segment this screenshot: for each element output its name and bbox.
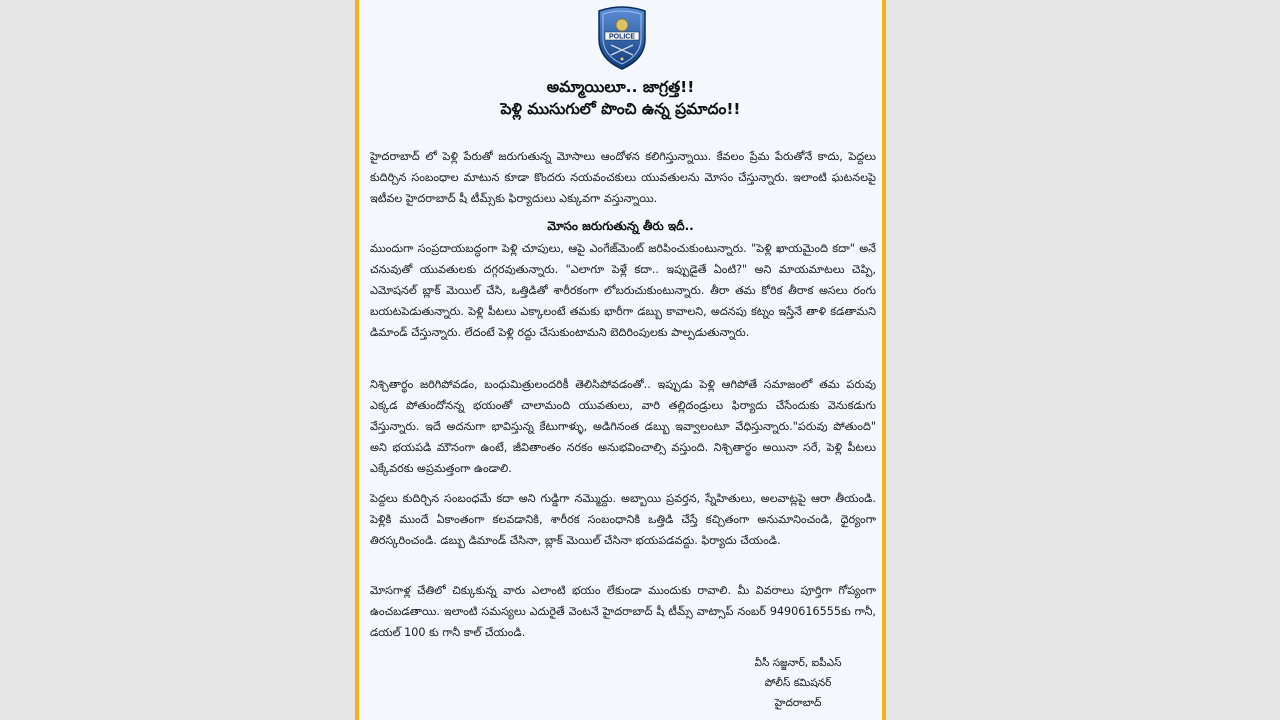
press-note-page bbox=[355, 0, 886, 720]
paragraph-advice: పెద్దలు కుదిర్చిన సంబంధమే కదా అని గుడ్డిగా నమ్మొద్దు. అబ్బాయి ప్రవర్తన, స్నేహితులు, అలవాట్లపై ఆరా తీయండి. పెళ్లికి ముందే ఏకాంతంగా కలవడానికి, శారీరక సంబంధానికి ఒత్తిడి చేస్తే కచ్చితంగా అనుమానించండి, ధైర్యంగా తిరస్కరించండి. డబ్బు డిమాండ్ చేసినా, బ్లాక్ మెయిల్ చేసినా భయపడవద్దు. ఫిర్యాదు చేయండి. bbox=[370, 492, 876, 547]
signature-city: హైదరాబాద్ bbox=[774, 697, 822, 709]
signature-designation: పోలీస్ కమిషనర్ bbox=[764, 677, 832, 689]
svg-text:POLICE: POLICE bbox=[608, 33, 636, 41]
paragraph-contact-info: మోసగాళ్ల చేతిలో చిక్కుకున్న వారు ఎలాంటి భయం లేకుండా ముందుకు రావాలి. మీ వివరాలు పూర్తిగా గోప్యంగా ఉంచబడతాయి. ఇలాంటి సమస్యలు ఎదురైతే వెంటనే హైదరాబాద్ షీ టీమ్స్ వాట్సాప్ నంబర్ 9490616555కు గానీ, డయల్ 100 కు గానీ కాల్ చేయండి. bbox=[370, 584, 876, 639]
paragraph-fear-of-reputation: నిశ్చితార్థం జరిగిపోవడం, బంధుమిత్రులందరికీ తెలిసిపోవడంతో.. ఇప్పుడు పెళ్లి ఆగిపోతే సమాజంలో తమ పరువు ఎక్కడ పోతుందోనన్న భయంతో చాలామంది యువతులు, వారి తల్లిదండ్రులు ఫిర్యాదు చేసేందుకు వెనుకడుగు వేస్తున్నారు. ఇదే అదనుగా భావిస్తున్న కేటుగాళ్ళు, అడిగినంత డబ్బు ఇవ్వాలంటూ వేధిస్తున్నారు."పరువు పోతుంది" అని భయపడి మౌనంగా ఉంటే, జీవితాంతం నరకం అనుభవించాల్సి వస్తుంది. నిశ్చితార్థం అయినా సరే, పెళ్లి పీటలు ఎక్కేవరకు అప్రమత్తంగా ఉండాలి. bbox=[370, 378, 876, 475]
paragraph-modus-operandi: ముందుగా సంప్రదాయబద్ధంగా పెళ్లి చూపులు, ఆపై ఎంగేజ్‌మెంట్ జరిపించుకుంటున్నారు. "పెళ్లి ఖాయమైంది కదా" అనే చనువుతో యువతులకు దగ్గరవుతున్నారు. "ఎలాగూ పెళ్లే కదా.. ఇప్పుడైతే ఏంటి?" అని మాయమాటలు చెప్పి, ఎమోషనల్ బ్లాక్ మెయిల్ చేసి, ఒత్తిడితో శారీరకంగా లోబరుచుకుంటున్నారు. తీరా తమ కోరిక తీరాక అసలు రంగు బయటపెడుతున్నారు. పెళ్లి పీటలు ఎక్కాలంటే తమకు భారీగా డబ్బు కావాలని, అదనపు కట్నం ఇస్తేనే తాళి కడతామని డిమాండ్ చేస్తున్నారు. లేదంటే పెళ్లి రద్దు చేసుకుంటామని బెదిరింపులకు పాల్పడుతున్నారు. bbox=[370, 242, 876, 339]
section-subheading: మోసం జరుగుతున్న తీరు ఇదీ.. bbox=[547, 219, 694, 233]
signature-name: వీసీ సజ్జనార్, ఐపీఎస్ bbox=[754, 657, 842, 669]
paragraph-intro: హైదరాబాద్ లో పెళ్లి పేరుతో జరుగుతున్న మోసాలు ఆందోళన కలిగిస్తున్నాయి. కేవలం ప్రేమ పేరుతోనే కాదు, పెద్దలు కుదిర్చిన సంబంధాల మాటున కూడా కొందరు నయవంచకులు యువతులను మోసం చేస్తున్నారు. ఇలాంటి ఘటనలపై ఇటీవల హైదరాబాద్ షీ టీమ్స్‌కు ఫిర్యాదులు ఎక్కువగా వస్తున్నాయి. bbox=[370, 150, 876, 205]
police-badge-icon bbox=[595, 5, 649, 71]
headline-line-2: పెళ్లి ముసుగులో పొంచి ఉన్న ప్రమాదం!! bbox=[500, 100, 741, 118]
headline-line-1: అమ్మాయిలూ.. జాగ్రత్త!! bbox=[546, 78, 695, 96]
